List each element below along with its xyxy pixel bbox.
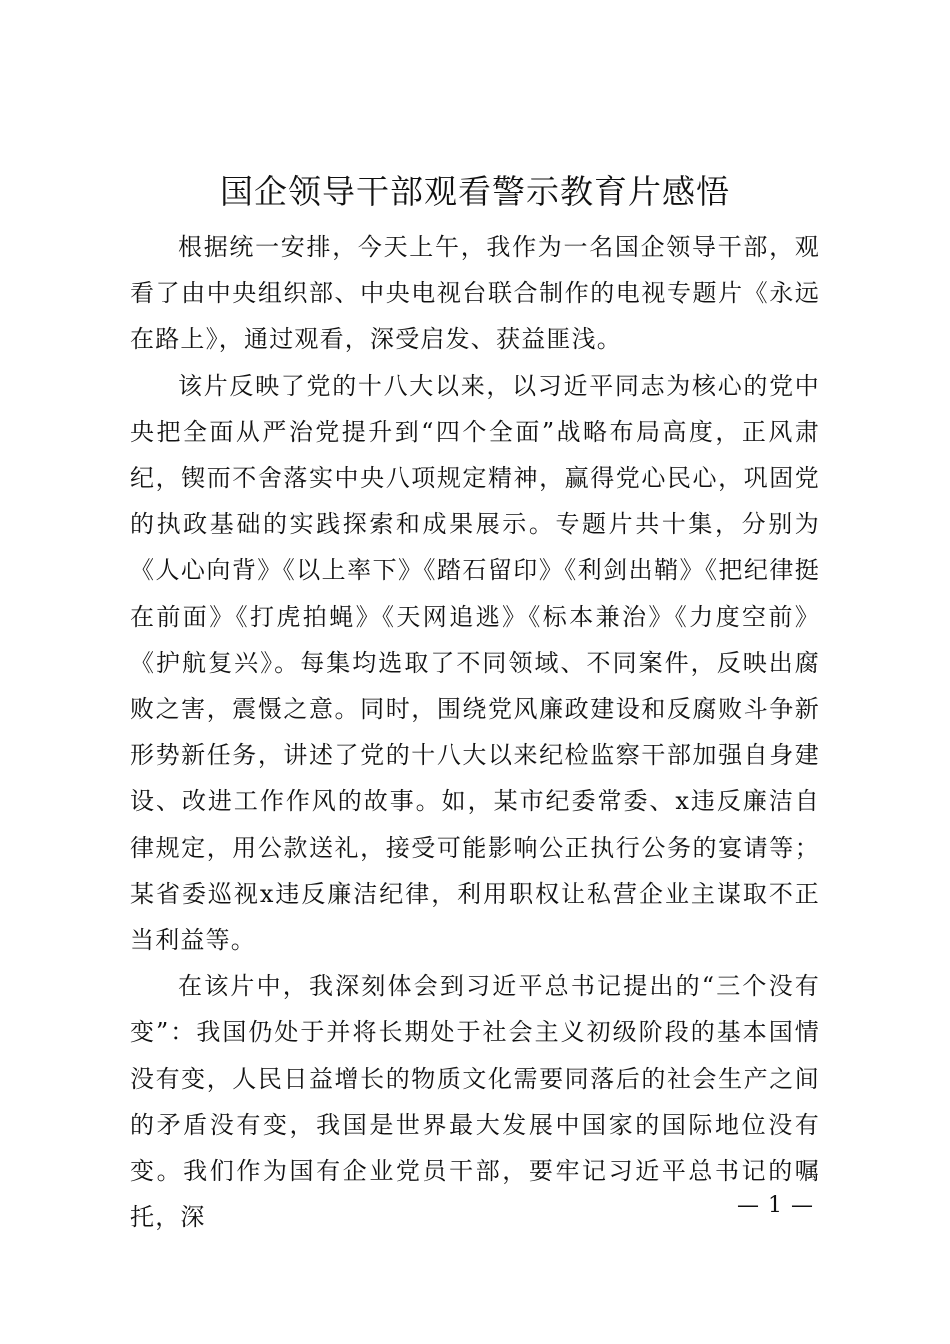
page-number: — 1 — <box>737 1193 814 1218</box>
document-body <box>130 224 820 1240</box>
document-title: 国企领导干部观看警示教育片感悟 <box>220 172 730 211</box>
paragraph-2: 该片反映了党的十八大以来，以习近平同志为核心的党中央把全面从严治党提升到“四个全面”战略布局高度，正风肃纪，锲而不舍落实中央八项规定精神，赢得党心民心，巩固党的执政基础的实践探索和成果展示。专题片共十集，分别为《人心向背》《以上率下》《踏石留印》《利剑出鞘》《把纪律挺在前面》《打虎拍蝇》《天网追逃》《标本兼治》《力度空前》《护航复兴》。每集均选取了不同领域、不同案件，反映出腐败之害，震慑之意。同时，围绕党风廉政建设和反腐败斗争新形势新任务，讲述了党的十八大以来纪检监察干部加强自身建设、改进工作作风的故事。如，某市纪委常委、x违反廉洁自律规定，用公款送礼，接受可能影响公正执行公务的宴请等；某省委巡视x违反廉洁纪律，利用职权让私营企业主谋取不正当利益等。 <box>130 371 820 955</box>
paragraph-3: 在该片中，我深刻体会到习近平总书记提出的“三个没有变”：我国仍处于并将长期处于社会主义初级阶段的基本国情没有变，人民日益增长的物质文化需要同落后的社会生产之间的矛盾没有变，我国是世界最大发展中国家的国际地位没有变。我们作为国有企业党员干部，要牢记习近平总书记的嘱托，深 <box>130 972 820 1232</box>
paragraph-1: 根据统一安排，今天上午，我作为一名国企领导干部，观看了由中央组织部、中央电视台联合制作的电视专题片《永远在路上》，通过观看，深受启发、获益匪浅。 <box>130 233 820 354</box>
